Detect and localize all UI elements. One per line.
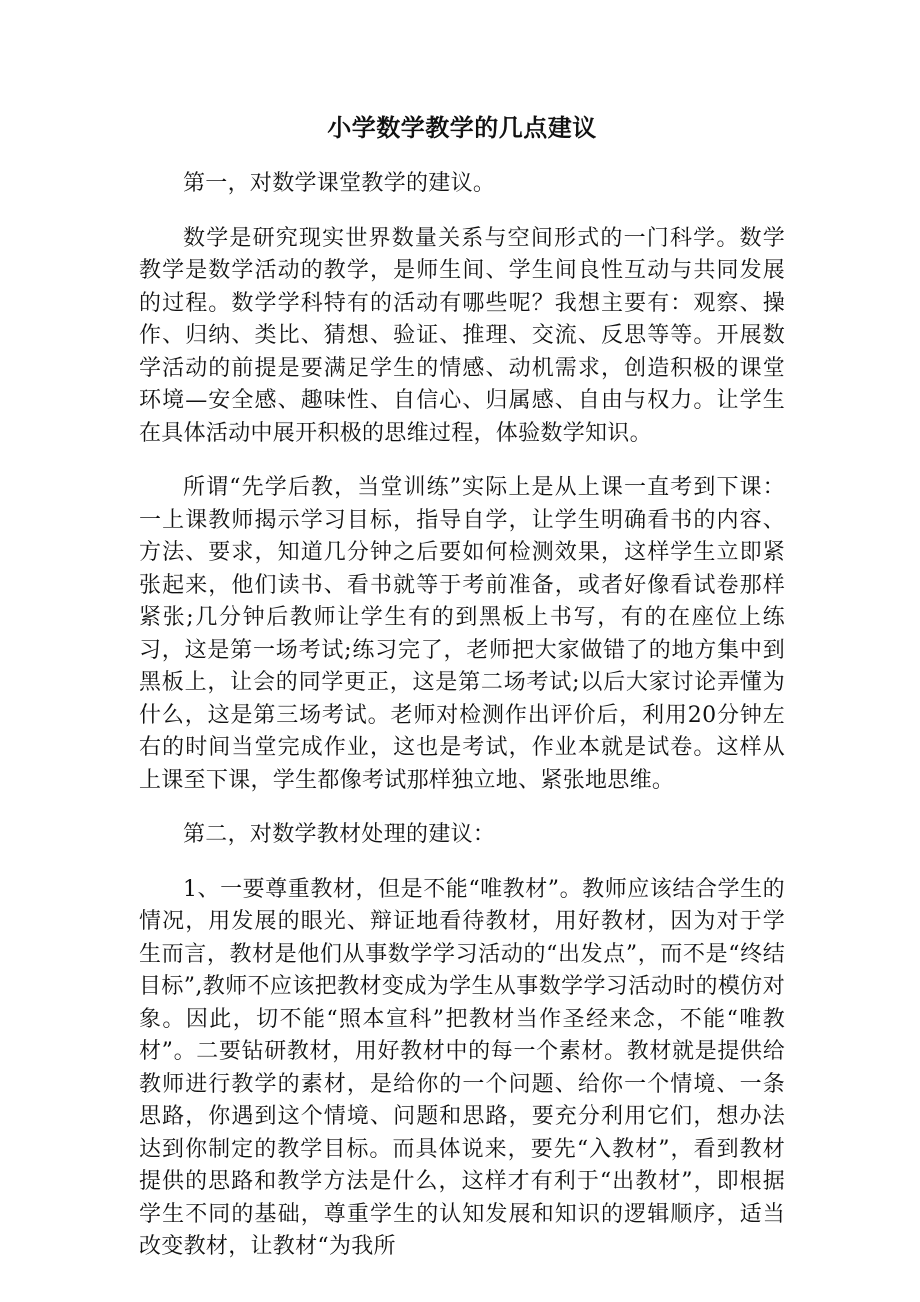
section-2-heading: 第二，对数学教材处理的建议： <box>183 822 496 847</box>
section-1-heading: 第一，对数学课堂教学的建议。 <box>183 171 496 196</box>
section-1-paragraph-2: 所谓“先学后教，当堂训练”实际上是从上课一直考到下课：一上课教师揭示学习目标，指导自学，让学生明确看书的内容、方法、要求，知道几分钟之后要如何检测效果，这样学生立即紧张起来，他们读书、看书就等于考前准备，或者好像看试卷那样紧张;几分钟后教师让学生有的到黑板上书写，有的在座位上练习，这是第一场考试;练习完了，老师把大家做错了的地方集中到黑板上，让会的同学更正，这是第二场考试;以后大家讨论弄懂为什么，这是第三场考试。老师对检测作出评价后，利用20分钟左右的时间当堂完成作业，这也是考试，作业本就是试卷。这样从上课至下课，学生都像考试那样独立地、紧张地思维。 <box>139 475 785 793</box>
document-title: 小学数学教学的几点建议 <box>327 114 597 142</box>
section-2-paragraph-1: 1、一要尊重教材，但是不能“唯教材”。教师应该结合学生的情况，用发展的眼光、辩证地看待教材，用好教材，因为对于学生而言，教材是他们从事数学学习活动的“出发点”，而不是“终结目标”,教师不应该把教材变成为学生从事数学学习活动时的模仿对象。因此，切不能“照本宣科”把教材当作圣经来念，不能“唯教材”。二要钻研教材，用好教材中的每一个素材。教材就是提供给教师进行教学的素材，是给你的一个问题、给你一个情境、一条思路，你遇到这个情境、问题和思路，要充分利用它们，想办法达到你制定的教学目标。而具体说来，要先“入教材”，看到教材提供的思路和教学方法是什么，这样才有利于“出教材”，即根据学生不同的基础，尊重学生的认知发展和知识的逻辑顺序，适当改变教材，让教材“为我所 <box>139 876 785 1259</box>
section-1-paragraph-1: 数学是研究现实世界数量关系与空间形式的一门科学。数学教学是数学活动的教学，是师生间、学生间良性互动与共同发展的过程。数学学科特有的活动有哪些呢？我想主要有：观察、操作、归纳、类比、猜想、验证、推理、交流、反思等等。开展数学活动的前提是要满足学生的情感、动机需求，创造积极的课堂环境—安全感、趣味性、自信心、归属感、自由与权力。让学生在具体活动中展开积极的思维过程，体验数学知识。 <box>139 225 785 446</box>
document-body <box>139 110 785 1286</box>
